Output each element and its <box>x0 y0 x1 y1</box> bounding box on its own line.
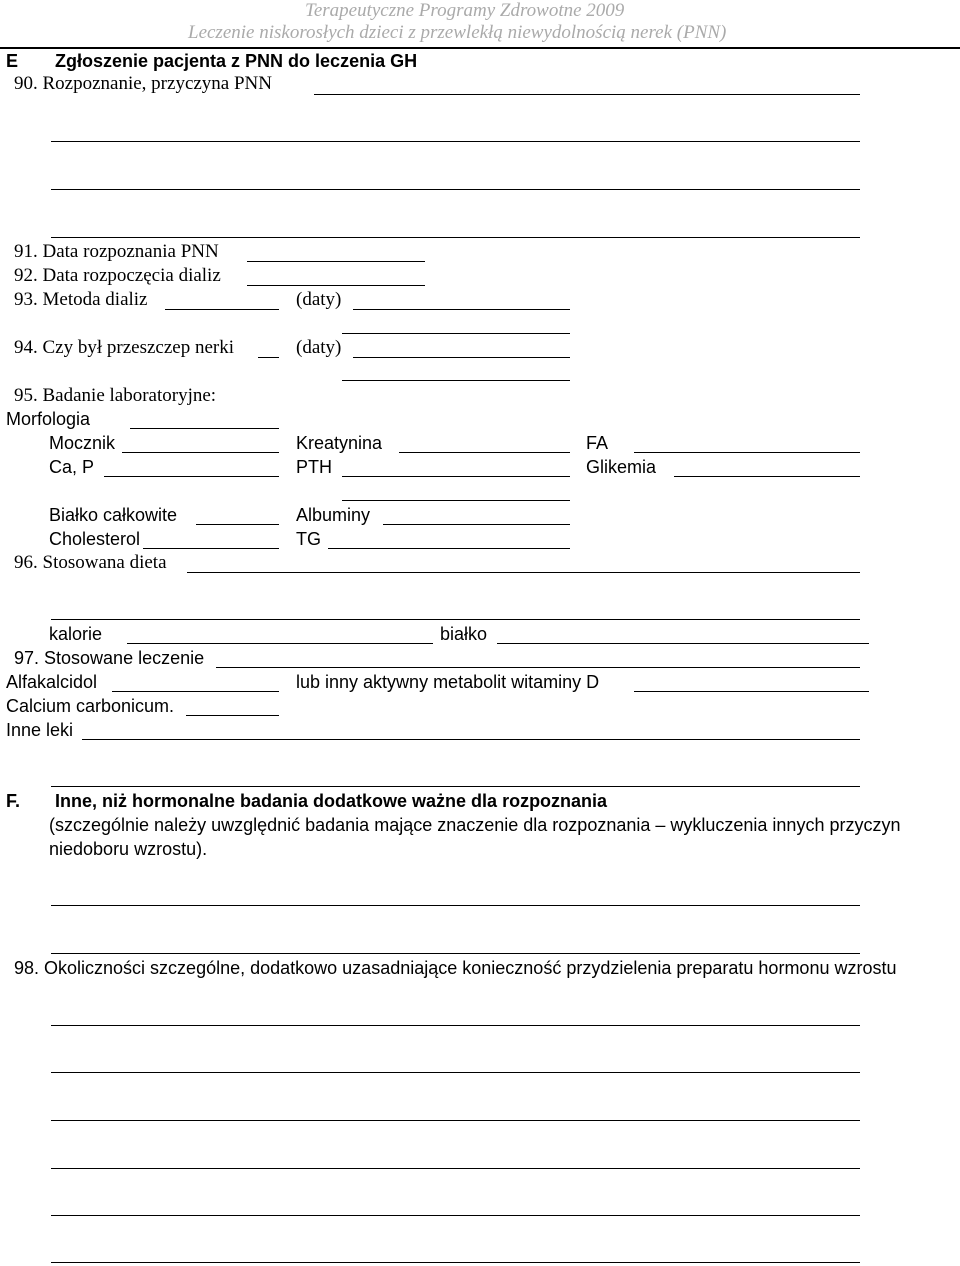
section-f-description-line2: niedoboru wzrostu). <box>49 839 208 859</box>
lab-albuminy-label: Albuminy <box>296 505 371 525</box>
treatment-calcium-field[interactable] <box>186 715 279 716</box>
q90-field-line3[interactable] <box>51 189 860 190</box>
lab-kreatynina-field[interactable] <box>399 452 570 453</box>
q98-field-line2[interactable] <box>51 1072 860 1073</box>
section-f-title: Inne, niż hormonalne badania dodatkowe ważne dla rozpoznania <box>55 791 608 811</box>
lab-kreatynina-label: Kreatynina <box>296 433 383 453</box>
lab-morfologia-label: Morfologia <box>6 409 91 429</box>
q90-field[interactable] <box>314 94 860 95</box>
q94-daty-label: (daty) <box>296 337 342 358</box>
q94-label: 94. Czy był przeszczep nerki <box>14 337 234 358</box>
q93-daty-label: (daty) <box>296 289 342 310</box>
q96-field[interactable] <box>187 572 860 573</box>
q98-field-line3[interactable] <box>51 1120 860 1121</box>
header-subtitle: Leczenie niskorosłych dzieci z przewlekłą niewydolnością nerek (PNN) <box>188 22 727 43</box>
treatment-inne-leki-field[interactable] <box>82 739 860 740</box>
q98-field-line5[interactable] <box>51 1215 860 1216</box>
q98-field[interactable] <box>51 1025 860 1026</box>
lab-ca-p-label: Ca, P <box>49 457 95 477</box>
treatment-metabolit-label: lub inny aktywny metabolit witaminy D <box>296 672 600 692</box>
treatment-metabolit-field[interactable] <box>634 691 869 692</box>
lab-glikemia-field[interactable] <box>674 476 860 477</box>
lab-mocznik-field[interactable] <box>122 452 279 453</box>
q97-label: 97. Stosowane leczenie <box>14 648 205 668</box>
q90-label: 90. Rozpoznanie, przyczyna PNN <box>14 73 273 94</box>
q93-daty-field[interactable] <box>353 309 570 310</box>
q94-daty-field-line2[interactable] <box>342 380 570 381</box>
q93-daty-field-line2[interactable] <box>342 333 570 334</box>
diet-kalorie-label: kalorie <box>49 624 103 644</box>
q94-daty-field[interactable] <box>353 357 570 358</box>
q96-field-line2[interactable] <box>51 619 860 620</box>
header-divider <box>0 47 960 49</box>
treatment-alfakalcidol-label: Alfakalcidol <box>6 672 98 692</box>
section-f-field-line2[interactable] <box>51 953 860 954</box>
lab-mocznik-label: Mocznik <box>49 433 116 453</box>
q91-label: 91. Data rozpoznania PNN <box>14 241 219 262</box>
lab-glikemia-label: Glikemia <box>586 457 657 477</box>
lab-tg-label: TG <box>296 529 321 549</box>
lab-albuminy-field[interactable] <box>383 524 570 525</box>
treatment-inne-leki-field-line2[interactable] <box>51 786 860 787</box>
lab-morfologia-field[interactable] <box>130 428 279 429</box>
section-e-title: Zgłoszenie pacjenta z PNN do leczenia GH <box>55 51 418 71</box>
header-title: Terapeutyczne Programy Zdrowotne 2009 <box>305 0 625 21</box>
lab-pth-field-line2[interactable] <box>342 500 570 501</box>
diet-bialko-label: białko <box>440 624 488 644</box>
section-e-letter: E <box>6 51 19 71</box>
q92-label: 92. Data rozpoczęcia dializ <box>14 265 221 286</box>
q91-field[interactable] <box>247 261 425 262</box>
section-f-description: (szczególnie należy uwzględnić badania mające znaczenie dla rozpoznania – wykluczenia innych przyczyn <box>49 815 901 835</box>
lab-cholesterol-label: Cholesterol <box>49 529 141 549</box>
q98-field-line6[interactable] <box>51 1262 860 1263</box>
lab-fa-field[interactable] <box>634 452 860 453</box>
treatment-inne-leki-label: Inne leki <box>6 720 74 740</box>
lab-pth-label: PTH <box>296 457 332 477</box>
q92-field[interactable] <box>247 285 425 286</box>
lab-bialko-calkowite-label: Białko całkowite <box>49 505 178 525</box>
diet-kalorie-field[interactable] <box>127 643 433 644</box>
q95-label: 95. Badanie laboratoryjne: <box>14 385 217 406</box>
q97-field[interactable] <box>216 667 860 668</box>
q90-field-line2[interactable] <box>51 141 860 142</box>
lab-fa-label: FA <box>586 433 609 453</box>
q98-label: 98. Okoliczności szczególne, dodatkowo uzasadniające konieczność przydzielenia preparatu hormonu wzrostu <box>14 958 897 978</box>
section-f-field[interactable] <box>51 905 860 906</box>
treatment-alfakalcidol-field[interactable] <box>112 691 279 692</box>
lab-bialko-calkowite-field[interactable] <box>196 524 279 525</box>
q98-field-line4[interactable] <box>51 1168 860 1169</box>
lab-ca-p-field[interactable] <box>104 476 279 477</box>
q94-field[interactable] <box>258 357 279 358</box>
q90-field-line4[interactable] <box>51 237 860 238</box>
section-f-letter: F. <box>6 791 21 811</box>
treatment-calcium-label: Calcium carbonicum. <box>6 696 175 716</box>
q93-field[interactable] <box>165 309 279 310</box>
q96-label: 96. Stosowana dieta <box>14 552 167 573</box>
diet-bialko-field[interactable] <box>497 643 869 644</box>
lab-pth-field[interactable] <box>342 476 570 477</box>
lab-cholesterol-field[interactable] <box>143 548 279 549</box>
q93-label: 93. Metoda dializ <box>14 289 148 310</box>
lab-tg-field[interactable] <box>328 548 570 549</box>
